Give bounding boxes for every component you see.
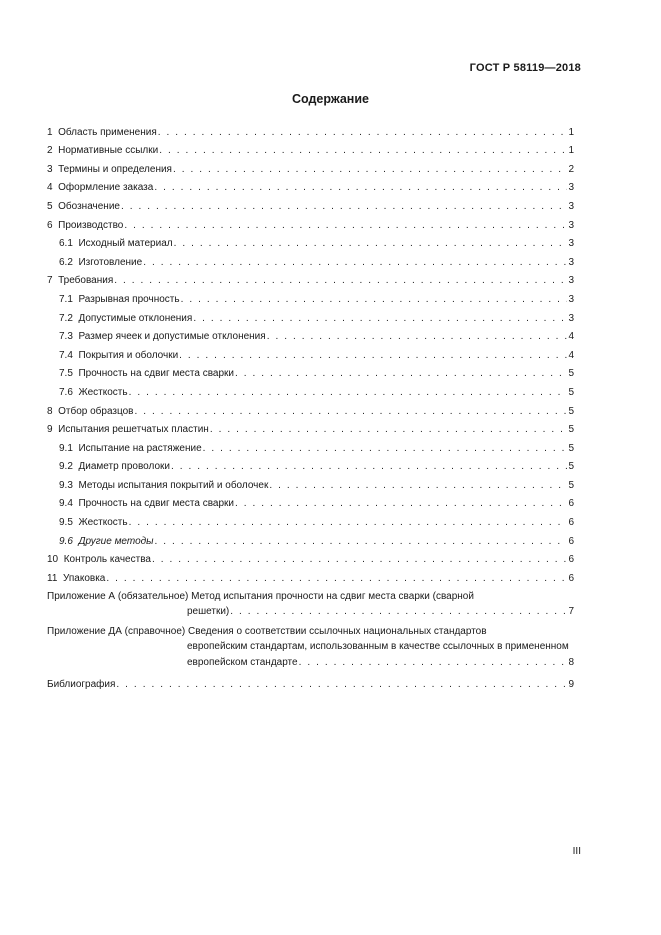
leader-dots [143,257,567,269]
toc-entry-page: 2 [568,163,574,175]
toc-entry-label [47,220,123,232]
leader-dots [158,127,568,139]
leader-dots [171,461,567,473]
leader-dots [124,220,567,232]
appendix-a-line1: Приложение А (обязательное) Метод испытания прочности на сдвиг места сварки (сварной [47,590,474,602]
toc-entry-page: 3 [568,182,574,194]
toc-entry-label [59,294,180,306]
toc-entry-title: Изготовление [78,256,143,268]
leader-dots [135,406,568,418]
toc-entry-title: Испытания решетчатых пластин [58,424,209,436]
toc-entry-title: Оформление заказа [58,182,154,194]
page-number: III [572,846,581,857]
toc-entry-page: 3 [568,312,574,324]
toc-entry-title: Производство [58,219,124,231]
toc-entry-label [47,554,151,566]
toc-entry-number: 9.1 [59,442,73,454]
toc-entry-label [59,480,268,492]
leader-dots [230,604,567,620]
toc-entry-page: 5 [568,386,574,398]
leader-dots [154,182,567,194]
toc-entry-label [59,368,234,380]
toc-entry-title: Контроль качества [63,554,151,566]
toc-appendix-da [47,624,574,671]
toc-entry-number: 7 [47,275,53,287]
toc-entry-label [59,257,142,269]
toc-entry [47,380,574,399]
toc-entry-page: 6 [568,498,574,510]
toc-entry-label [47,275,113,287]
toc-entry-label [59,313,192,325]
toc-entry-number: 3 [47,163,53,175]
toc-entry-title: Исходный материал [78,238,173,250]
toc-entry-label [47,145,158,157]
toc-entry-number: 9 [47,424,53,436]
toc-entry [47,306,574,325]
toc-entry-page: 3 [568,275,574,287]
toc-entry-title: Отбор образцов [58,405,134,417]
toc-entry [47,455,574,474]
toc-entry-label [59,350,178,362]
appendix-a-page: 7 [568,606,574,618]
toc-entry-label [59,536,154,548]
toc-entry-title: Размер ячеек и допустимые отклонения [78,331,266,343]
toc-entry-number: 9.2 [59,461,73,473]
toc-entry-number: 10 [47,554,59,566]
leader-dots [129,387,568,399]
leader-dots [193,313,567,325]
toc-entry-number: 4 [47,182,53,194]
toc-entry-title: Прочность на сдвиг места сварки [78,498,234,510]
toc-entry-page: 4 [568,331,574,343]
toc-entry-title: Область применения [58,126,157,138]
leader-dots [179,350,567,362]
toc-entry-number: 7.5 [59,368,73,380]
toc-entry-label [47,164,172,176]
toc-entry-number: 9.5 [59,517,73,529]
toc-entry [47,287,574,306]
toc-entry-page: 5 [568,461,574,473]
leader-dots [235,498,567,510]
leader-dots [210,424,568,436]
toc-entry-title: Другие методы [78,535,154,547]
toc-entry-label [47,424,209,436]
toc-entry-title: Жесткость [78,386,128,398]
leader-dots [116,679,567,691]
leader-dots [299,655,568,671]
toc-entry [47,213,574,232]
toc-entry [47,510,574,529]
toc-entry-number: 1 [47,126,53,138]
toc-entry-page: 1 [568,145,574,157]
toc-entry-number: 9.4 [59,498,73,510]
toc-entry [47,269,574,288]
leader-dots [269,480,567,492]
appendix-da-page: 8 [568,656,574,668]
toc-entry-number: 11 [47,572,58,584]
leader-dots [159,145,567,157]
leader-dots [174,238,568,250]
toc-entry-title: Термины и определения [58,163,172,175]
appendix-da-lastline [47,655,574,671]
toc-entry-title: Нормативные ссылки [58,145,159,157]
toc-entry [47,139,574,158]
appendix-da-line1: Приложение ДА (справочное) Сведения о соответствии ссылочных национальных стандартов [47,625,487,637]
toc-entry-page: 3 [568,256,574,268]
appendix-a-lastline [47,604,574,620]
toc-entry [47,250,574,269]
toc-entry-page: 6 [568,535,574,547]
toc-appendix-a [47,589,574,620]
toc-entry-label [59,461,170,473]
toc-entry-label [47,406,134,418]
toc-entry [47,436,574,455]
toc-entry [47,529,574,548]
toc-entry-label [59,498,234,510]
toc-entry-label [59,387,128,399]
leader-dots [203,443,568,455]
toc-entry-page: 6 [568,517,574,529]
toc-entry [47,157,574,176]
toc-entry-number: 6.1 [59,238,73,250]
toc-entry [47,362,574,381]
toc-entry-title: Требования [58,275,114,287]
toc-entry-number: 6.2 [59,256,73,268]
toc-entry [47,548,574,567]
toc-entry-page: 5 [568,368,574,380]
toc-entry-number: 9.3 [59,479,73,491]
toc-entry-number: 7.4 [59,349,73,361]
toc-entry-number: 5 [47,200,53,212]
toc-entry-page: 5 [568,442,574,454]
bibliography-page: 9 [568,678,574,690]
toc-entry-page: 3 [568,219,574,231]
leader-dots [129,517,568,529]
toc-entry-number: 7.6 [59,386,73,398]
toc-entry [47,566,574,585]
toc-entry [47,176,574,195]
leader-dots [155,536,568,548]
toc-entry [47,492,574,511]
toc-entry-label [47,127,157,139]
toc-bibliography [47,672,574,691]
toc-entry-page: 3 [568,238,574,250]
leader-dots [106,573,567,585]
toc-entry [47,473,574,492]
toc-entry-title: Прочность на сдвиг места сварки [78,368,234,380]
toc-entry [47,399,574,418]
toc-entry-title: Разрывная прочность [78,293,180,305]
toc-entry-label [47,201,120,213]
toc-entry-page: 3 [568,200,574,212]
toc-entry-title: Допустимые отклонения [78,312,193,324]
leader-dots [181,294,568,306]
toc-entry-page: 4 [568,349,574,361]
toc-entry-number: 7.1 [59,293,73,305]
toc-entry-number: 2 [47,145,53,157]
toc-entry-page: 3 [568,293,574,305]
toc-entry [47,325,574,344]
toc-entry-number: 9.6 [59,535,73,547]
toc-entry-page: 5 [568,405,574,417]
toc-entry-number: 6 [47,219,53,231]
appendix-da-line2: европейским стандартам, использованным в качестве ссылочных в примененном [187,641,569,653]
toc-entry-title: Испытание на растяжение [78,442,202,454]
toc-entry [47,418,574,437]
toc-entry-title: Методы испытания покрытий и оболочек [78,479,269,491]
toc-entry-label [59,331,266,343]
toc-entry-label [47,573,105,585]
table-of-contents [47,120,574,691]
toc-entry-title: Упаковка [62,572,106,584]
toc-entry-page: 6 [568,572,574,584]
bibliography-label: Библиография [47,678,116,690]
toc-entries [47,120,574,585]
toc-entry-title: Покрытия и оболочки [78,349,179,361]
toc-entry-title: Диаметр проволоки [78,461,170,473]
toc-entry-page: 1 [568,126,574,138]
toc-entry [47,194,574,213]
leader-dots [152,554,567,566]
toc-entry-page: 6 [568,554,574,566]
leader-dots [267,331,568,343]
toc-entry [47,232,574,251]
toc-entry-label [59,443,202,455]
toc-entry-page: 5 [568,424,574,436]
appendix-a-line2: решетки) [187,606,230,618]
page-title: Содержание [291,92,369,106]
toc-entry-label [59,517,128,529]
toc-entry [47,120,574,139]
toc-entry-title: Жесткость [78,517,128,529]
toc-entry [47,343,574,362]
leader-dots [173,164,567,176]
leader-dots [114,275,567,287]
leader-dots [235,368,567,380]
toc-entry-number: 8 [47,405,53,417]
toc-entry-label [59,238,173,250]
toc-entry-page: 5 [568,479,574,491]
document-standard-number: ГОСТ Р 58119—2018 [469,62,581,74]
appendix-da-line3: европейском стандарте [187,656,298,668]
toc-entry-number: 7.3 [59,331,73,343]
toc-entry-label [47,182,153,194]
leader-dots [121,201,567,213]
toc-entry-number: 7.2 [59,312,73,324]
toc-entry-title: Обозначение [58,200,120,212]
